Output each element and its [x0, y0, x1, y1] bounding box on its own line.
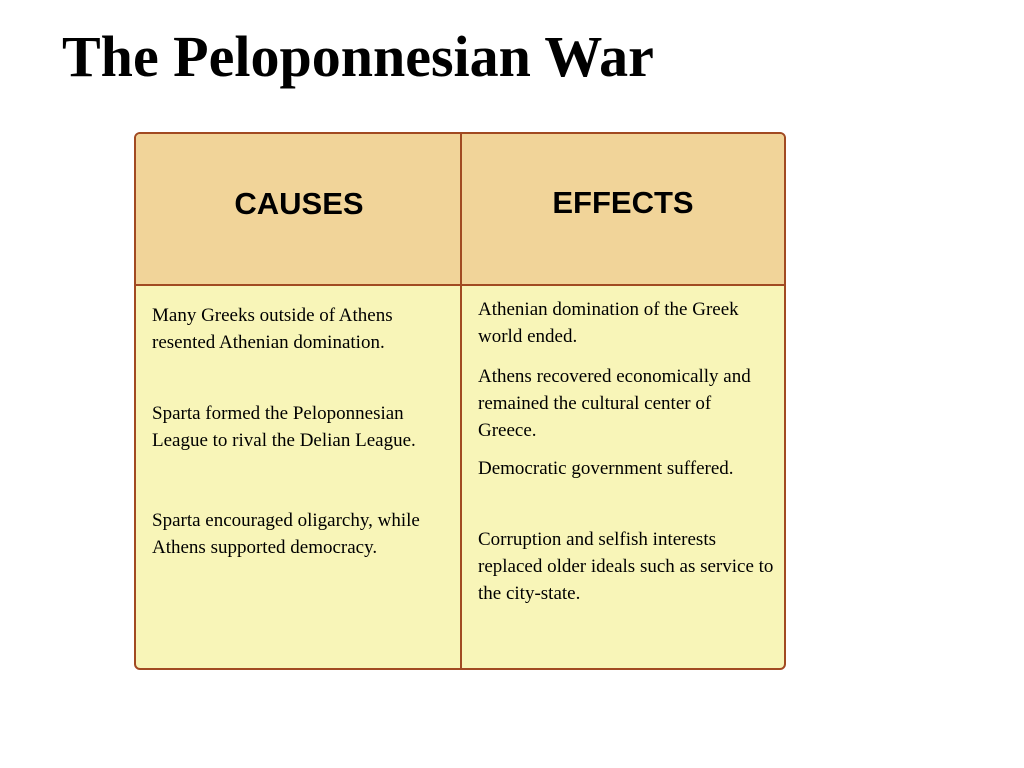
causes-column — [136, 134, 462, 668]
cause-item: Sparta formed the Peloponnesian League to rival the Delian League. — [152, 403, 416, 451]
effect-item: Democratic government suffered. — [478, 458, 734, 479]
cause-item: Sparta encouraged oligarchy, while Athens supported democracy. — [152, 510, 420, 558]
effect-item: Corruption and selfish interests replaced older ideals such as service to the city-state. — [478, 529, 774, 604]
slide-title: The Peloponnesian War — [62, 24, 654, 89]
effects-header: EFFECTS — [552, 185, 694, 220]
effect-item: Athenian domination of the Greek world ended. — [478, 299, 739, 347]
cause-effect-chart — [134, 132, 786, 670]
causes-header: CAUSES — [234, 186, 364, 221]
cause-item: Many Greeks outside of Athens resented Athenian domination. — [152, 305, 393, 353]
effects-column — [462, 134, 784, 668]
effect-item: Athens recovered economically and remained the cultural center of Greece. — [478, 366, 751, 441]
